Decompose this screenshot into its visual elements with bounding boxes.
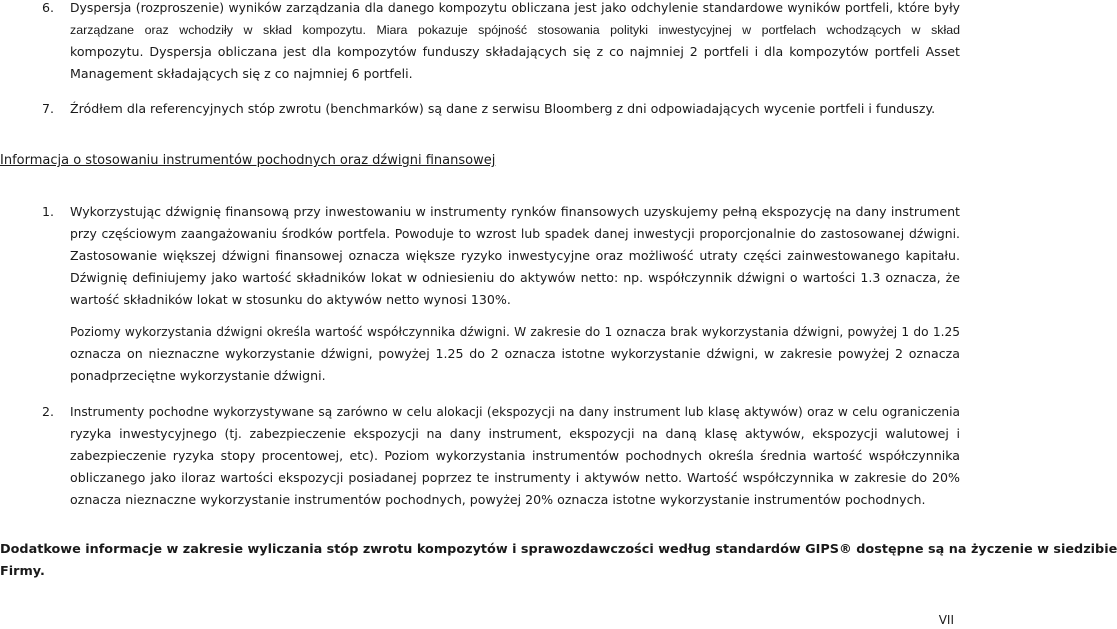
paragraph-text — [70, 321, 960, 387]
list-item-text — [70, 0, 960, 85]
text-line: Dźwignię definiujemy jako wartość składników lokat w odniesieniu do aktywów netto: np. współczynnik dźwigni o wartości 1.3 oznacza, że — [70, 270, 960, 285]
text-line: Dodatkowe informacje w zakresie wyliczania stóp zwrotu kompozytów i sprawozdawczości według standardów GIPS® dostępne są na życzenie w siedzibie — [0, 542, 1117, 557]
text-line: ryzyka inwestycyjnego (tj. zabezpieczenie ekspozycji na dany instrument, ekspozycji na daną klasę aktywów, ekspozycji walutowej i — [70, 426, 960, 441]
text-line: przy częściowym zaangażowaniu środków portfela. Powoduje to wzrost lub spadek danej inwestycji proporcjonalnie do zastosowanej dźwigni. — [70, 226, 960, 241]
text-line: Źródłem dla referencyjnych stóp zwrotu (benchmarków) są dane z serwisu Bloomberg z dni odpowiadających wycenie portfeli i funduszy. — [70, 101, 936, 116]
list-item-2 — [42, 401, 960, 511]
list-item-text — [70, 98, 960, 120]
list-number: 1. — [42, 204, 55, 219]
section-heading: Informacja o stosowaniu instrumentów pochodnych oraz dźwigni finansowej — [0, 153, 496, 168]
list-number: 7. — [42, 101, 55, 116]
text-line: Poziomy wykorzystania dźwigni określa wartość współczynnika dźwigni. W zakresie do 1 oznacza brak wykorzystania dźwigni, powyżej 1 do 1.25 — [70, 325, 960, 339]
list-number: 6. — [42, 0, 55, 15]
text-line: Management składających się z co najmniej 6 portfeli. — [70, 66, 413, 81]
text-line: Instrumenty pochodne wykorzystywane są zarówno w celu alokacji (ekspozycji na dany instrument lub klasę aktywów) oraz w celu ograniczenia — [70, 405, 960, 419]
text-line: oznacza on nieznaczne wykorzystanie dźwigni, powyżej 1.25 do 2 oznacza istotne wykorzystanie dźwigni, w zakresie powyżej 2 oznacza — [70, 346, 960, 361]
list-number: 2. — [42, 404, 55, 419]
list-item-1 — [42, 201, 960, 311]
list-item-6 — [42, 0, 960, 85]
text-line: ponadprzeciętne wykorzystanie dźwigni. — [70, 368, 326, 383]
text-line: zarządzane oraz wchodziły w skład kompozytu. Miara pokazuje spójność stosowania polityki inwestycyjnej w portfelach wchodzących w skład — [70, 23, 960, 37]
list-item-7 — [42, 98, 960, 120]
text-line: Dyspersja (rozproszenie) wyników zarządzania dla danego kompozytu obliczana jest jako odchylenie standardowe wyników portfeli, które były — [70, 0, 960, 15]
text-line: zabezpieczenie ryzyka stopy procentowej, etc). Poziom wykorzystania instrumentów pochodnych określa średnia wartość współczynnika — [70, 448, 960, 463]
text-line: obliczanego jako iloraz wartości ekspozycji posiadanej poprzez te instrumenty i aktywów netto. Wartość współczynnika w zakresie do 20% — [70, 470, 960, 485]
list-item-1-paragraph-2 — [42, 321, 960, 387]
text-line: kompozytu. Dyspersja obliczana jest dla kompozytów funduszy składających się z co najmniej 2 portfeli i dla kompozytów portfeli Asset — [70, 44, 960, 59]
list-item-text — [70, 201, 960, 311]
text-line: wartość składników lokat w stosunku do aktywów netto wynosi 130%. — [70, 292, 511, 307]
page-number: VII — [938, 613, 954, 627]
text-line: Wykorzystując dźwignię finansową przy inwestowaniu w instrumenty rynków finansowych uzyskujemy pełną ekspozycję na dany instrument — [70, 204, 960, 219]
text-line: Zastosowanie większej dźwigni finansowej oznacza większe ryzyko inwestycyjne oraz możliwość utraty części zainwestowanego kapitału. — [70, 248, 960, 263]
text-line: Firmy. — [0, 564, 45, 579]
list-item-text — [70, 401, 960, 511]
gips-note — [0, 539, 1117, 583]
text-line: oznacza nieznaczne wykorzystanie instrumentów pochodnych, powyżej 20% oznacza istotne wykorzystanie instrumentów pochodnych. — [70, 492, 926, 507]
